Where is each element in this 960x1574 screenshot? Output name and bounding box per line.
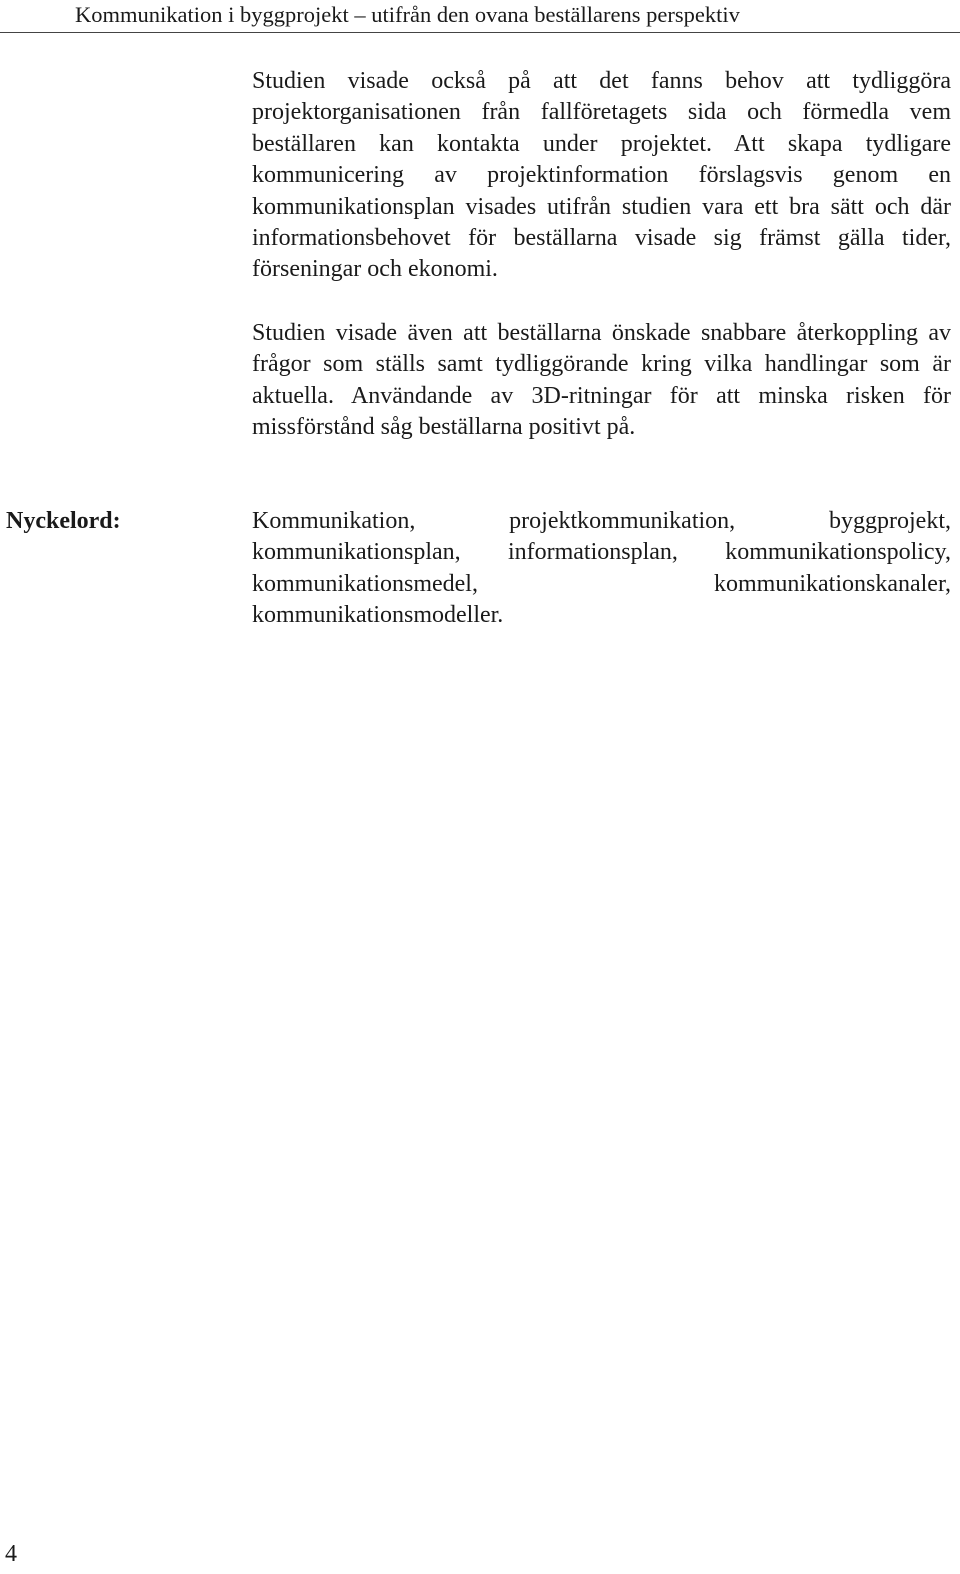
summary-paragraph-1: Studien visade också på att det fanns behov att tydliggöra projektorganisationen från fallföretagets sida och förmedla vem beställaren kan kontakta under projektet. Att skapa tydligare kommunicering av projektinformation förslagsvis genom en kommunikationsplan visades utifrån studien vara ett bra sätt och där informationsbehovet för beställarna visade sig främst gälla tider, förseningar och ekonomi. <box>252 68 951 283</box>
page-number: 4 <box>5 1541 17 1567</box>
keywords-list: Kommunikation, projektkommunikation, byggprojekt, kommunikationsplan, informationsplan, kommunikationspolicy, kommunikationsmedel, kommunikationskanaler, kommunikationsmodeller. <box>252 508 951 629</box>
keywords-label: Nyckelord: <box>6 508 121 534</box>
summary-paragraph-2: Studien visade även att beställarna önskade snabbare återkoppling av frågor som ställs samt tydliggörande kring vilka handlingar som är aktuella. Användande av 3D-ritningar för att minska risken för missförstånd såg beställarna positivt på. <box>252 320 951 441</box>
running-header-title: Kommunikation i byggprojekt – utifrån den ovana beställarens perspektiv <box>75 2 740 27</box>
running-header <box>0 0 960 33</box>
